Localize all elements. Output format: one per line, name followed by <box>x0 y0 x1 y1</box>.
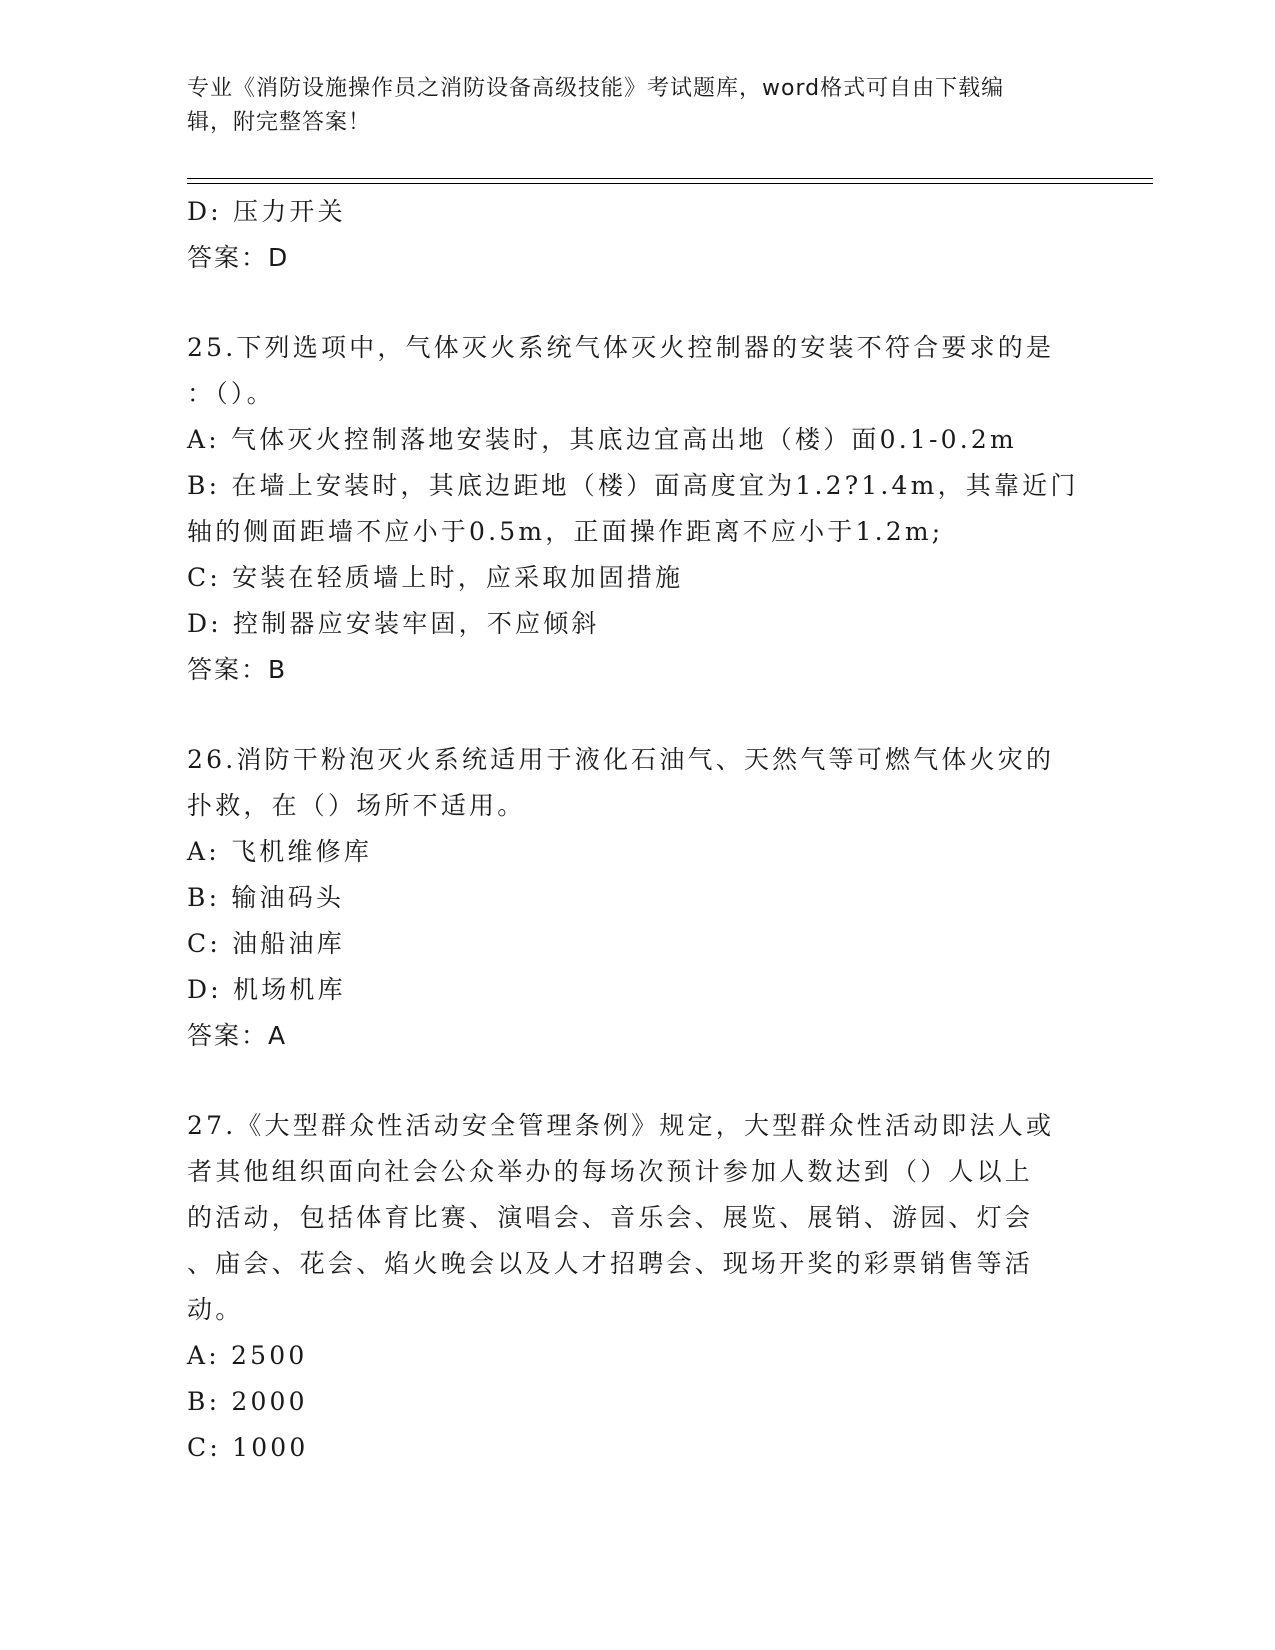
question-stem: 25.下列选项中，气体灭火系统气体灭火控制器的安装不符合要求的是 <box>187 333 1055 362</box>
option-c: C: 1000 <box>187 1433 309 1462</box>
spacer <box>187 693 1087 737</box>
option-d: D: 压力开关 <box>187 197 346 226</box>
option-c: C: 油船油库 <box>187 929 345 958</box>
question-stem: ：（）。 <box>187 379 275 408</box>
answer-line: 答案：D <box>187 243 290 272</box>
question-27 <box>187 1103 1087 1471</box>
spacer <box>187 281 1087 325</box>
option-a: A: 气体灭火控制落地安装时，其底边宜高出地（楼）面0.1-0.2m <box>187 425 1017 454</box>
option-c: C: 安装在轻质墙上时，应采取加固措施 <box>187 563 684 592</box>
option-d: D: 机场机库 <box>187 975 346 1004</box>
answer-line: 答案：B <box>187 655 288 684</box>
question-stem: 、庙会、花会、焰火晚会以及人才招聘会、现场开奖的彩票销售等活 <box>187 1249 1034 1278</box>
question-content <box>187 189 1087 1471</box>
header-line-2: 辑，附完整答案！ <box>187 110 372 135</box>
question-stem: 27.《大型群众性活动安全管理条例》规定，大型群众性活动即法人或 <box>187 1111 1055 1140</box>
answer-line: 答案：A <box>187 1021 288 1050</box>
option-b: B: 输油码头 <box>187 883 345 912</box>
question-stem: 动。 <box>187 1295 244 1324</box>
question-stem: 扑救，在（）场所不适用。 <box>187 791 526 820</box>
question-stem: 者其他组织面向社会公众举办的每场次预计参加人数达到（）人以上 <box>187 1157 1034 1186</box>
question-stem: 的活动，包括体育比赛、演唱会、音乐会、展览、展销、游园、灯会 <box>187 1203 1034 1232</box>
question-stem: 26.消防干粉泡灭火系统适用于液化石油气、天然气等可燃气体火灾的 <box>187 745 1055 774</box>
question-26 <box>187 737 1087 1059</box>
header-line-1: 专业《消防设施操作员之消防设备高级技能》考试题库，word格式可自由下载编 <box>187 76 1005 101</box>
option-d: D: 控制器应安装牢固，不应倾斜 <box>187 609 600 638</box>
option-b: B: 2000 <box>187 1387 308 1416</box>
previous-question-tail <box>187 189 1087 281</box>
spacer <box>187 1059 1087 1103</box>
option-a: A: 飞机维修库 <box>187 837 373 866</box>
option-b-continued: 轴的侧面距墙不应小于0.5m，正面操作距离不应小于1.2m; <box>187 517 944 546</box>
header-divider-bottom <box>187 183 1153 184</box>
question-25 <box>187 325 1087 693</box>
option-a: A: 2500 <box>187 1341 308 1370</box>
header-divider-top <box>187 178 1153 179</box>
option-b: B: 在墙上安装时，其底边距地（楼）面高度宜为1.2?1.4m，其靠近门 <box>187 471 1079 500</box>
document-header <box>187 72 1087 140</box>
